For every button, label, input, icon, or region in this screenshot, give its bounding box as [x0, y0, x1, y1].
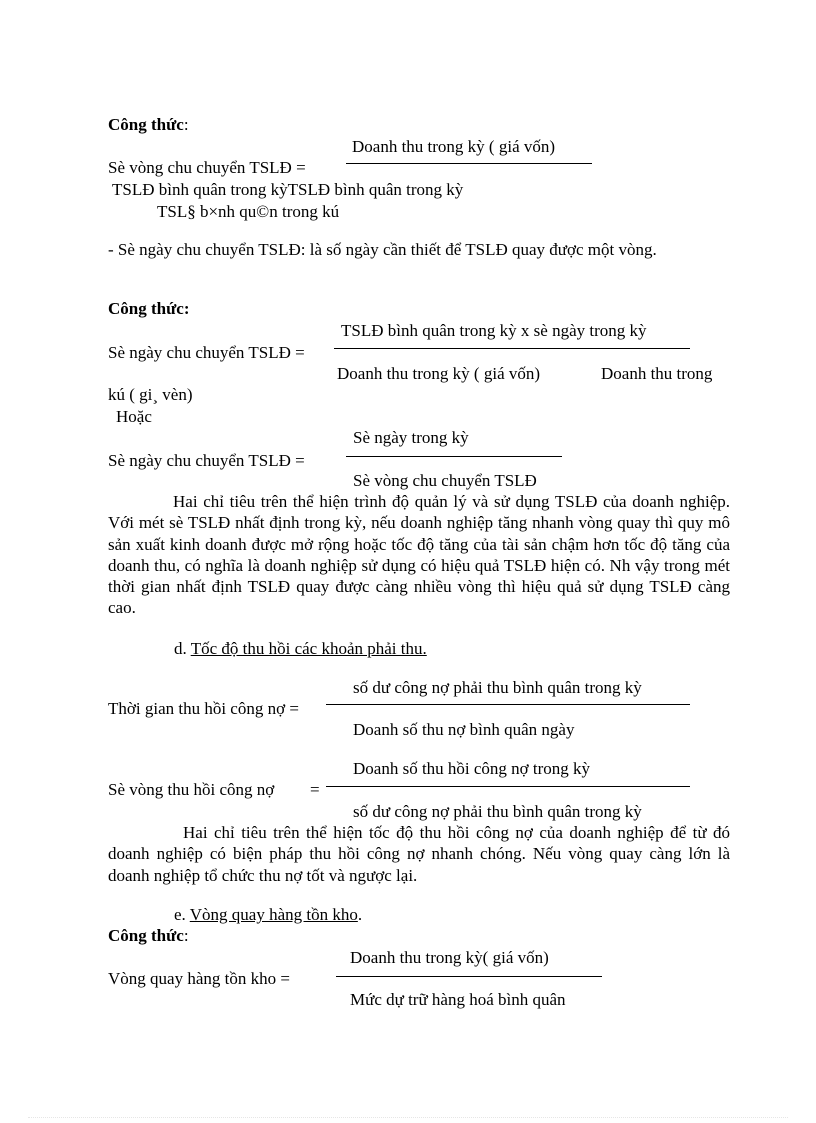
explanation-paragraph-2: Hai chỉ tiêu trên thể hiện tốc độ thu hồi công nợ của doanh nghiệp để từ đó doanh nghiệp có biện pháp thu hồi công nợ nhanh chóng. Nếu vòng quay càng lớn là doanh nghiệp tổ chức thu nợ tốt và ngược lại. — [108, 823, 730, 885]
formula-2-numerator: TSLĐ bình quân trong kỳ x sè ngày trong kỳ — [341, 321, 647, 340]
fraction-bar-5 — [326, 786, 690, 787]
heading-colon: : — [183, 115, 189, 134]
formula-2-tail2: kú ( gi¸ vèn) — [108, 385, 193, 404]
formula-5-denominator: số dư công nợ phải thu bình quân trong kỳ — [353, 802, 642, 821]
section-d-heading — [174, 638, 427, 659]
formula-1-numerator: Doanh thu trong kỳ ( giá vốn) — [352, 137, 556, 156]
fraction-bar-4 — [326, 704, 690, 705]
formula-heading-6 — [108, 925, 189, 946]
heading-text: Công thức — [108, 115, 184, 134]
formula-4-denominator: Doanh số thu nợ bình quân ngày — [353, 720, 575, 739]
section-e-heading — [174, 904, 362, 925]
formula-4-numerator: số dư công nợ phải thu bình quân trong kỳ — [353, 678, 642, 697]
fraction-bar-3 — [346, 456, 562, 457]
section-e-title: Vòng quay hàng tồn kho — [189, 905, 358, 924]
explanation-paragraph-1: Hai chỉ tiêu trên thể hiện trình độ quản lý và sử dụng TSLĐ của doanh nghiệp. Với mét sè TSLĐ nhất định trong kỳ, nếu doanh nghiệp tăng nhanh vòng quay thì quy mô sản xuất kinh doanh được mở rộng hoặc tốc độ tăng của tài sản chậm hơn tốc độ tăng của doanh thu, có nghĩa là doanh nghiệp sử dụng có hiệu quả TSLĐ hiện có. Nh vậy trong mét thời gian nhất định TSLĐ quay được càng nhiều vòng thì hiệu quả sử dụng TSLĐ càng cao. — [108, 492, 730, 618]
formula-6-lhs: Vòng quay hàng tồn kho = — [108, 969, 290, 988]
formula-6-denominator: Mức dự trữ hàng hoá bình quân — [350, 990, 566, 1009]
section-d-title: Tốc độ thu hồi các khoản phải thu. — [190, 639, 427, 658]
page-bottom-divider — [28, 1117, 788, 1118]
formula-1-lhs: Sè vòng chu chuyển TSLĐ = — [108, 158, 306, 177]
section-e-suffix: . — [357, 905, 363, 924]
heading-text: Công thức — [108, 926, 184, 945]
formula-heading-1 — [108, 114, 189, 135]
formula-2-lhs: Sè ngày chu chuyển TSLĐ = — [108, 343, 305, 362]
formula-3-lhs: Sè ngày chu chuyển TSLĐ = — [108, 451, 305, 470]
formula-2-denominator: Doanh thu trong kỳ ( giá vốn) — [337, 364, 541, 383]
formula-4-lhs: Thời gian thu hồi công nợ = — [108, 699, 299, 718]
formula-6-numerator: Doanh thu trong kỳ( giá vốn) — [350, 948, 549, 967]
formula-5-numerator: Doanh số thu hồi công nợ trong kỳ — [353, 759, 591, 778]
formula-heading-2: Công thức: — [108, 299, 190, 318]
fraction-bar-2 — [334, 348, 690, 349]
fraction-bar-6 — [336, 976, 602, 977]
or-label: Hoặc — [116, 407, 152, 426]
formula-5-lhs: Sè vòng thu hồi công nợ — [108, 780, 275, 799]
formula-2-tail: Doanh thu trong — [601, 364, 713, 383]
formula-1-line-a: TSLĐ bình quân trong kỳTSLĐ bình quân trong kỳ — [112, 180, 464, 199]
formula-3-numerator: Sè ngày trong kỳ — [353, 428, 469, 447]
formula-1-line-b: TSL§ b×nh qu©n trong kú — [157, 202, 340, 221]
formula-5-equals: = — [310, 780, 320, 799]
definition-paragraph: - Sè ngày chu chuyển TSLĐ: là số ngày cần thiết để TSLĐ quay được một vòng. — [108, 240, 657, 259]
section-e-prefix: e. — [174, 905, 186, 924]
fraction-bar-1 — [346, 163, 592, 164]
section-d-prefix: d. — [174, 639, 187, 658]
formula-3-denominator: Sè vòng chu chuyển TSLĐ — [353, 471, 537, 490]
heading-colon: : — [183, 926, 189, 945]
